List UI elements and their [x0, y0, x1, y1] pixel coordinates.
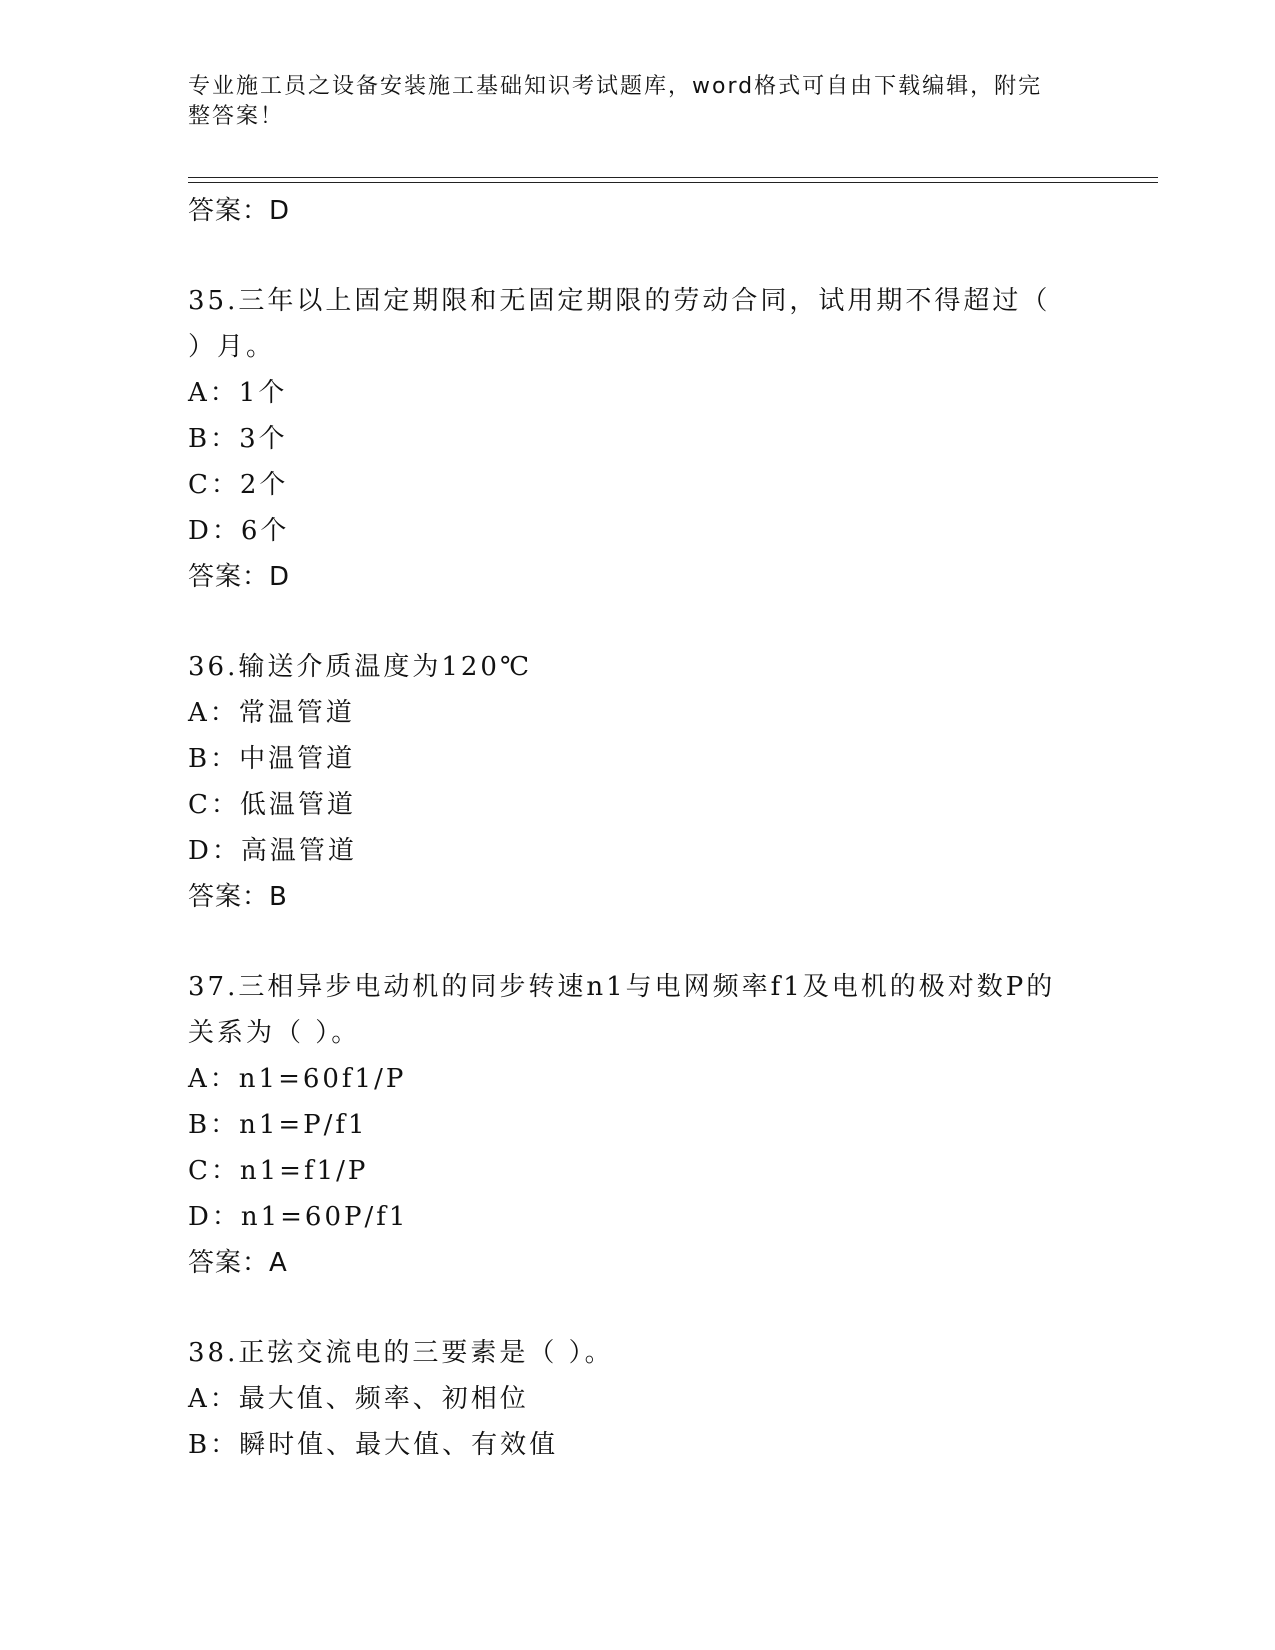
answer-line: 答案：D [188, 196, 291, 226]
header-line-2: 整答案！ [188, 104, 285, 129]
document-header [188, 72, 1078, 132]
question-text: 35.三年以上固定期限和无固定期限的劳动合同，试用期不得超过（ [188, 286, 1051, 316]
option-b: B：n1=P/f1 [188, 1110, 368, 1140]
option-c: C：n1=f1/P [188, 1156, 369, 1186]
option-a: A：n1=60f1/P [188, 1064, 407, 1094]
question-38 [188, 1330, 1088, 1468]
option-b: B：瞬时值、最大值、有效值 [188, 1430, 559, 1460]
answer-line: 答案：A [188, 1248, 288, 1278]
question-list [188, 188, 1088, 1468]
answer-line: 答案：D [188, 562, 291, 592]
option-a: A：常温管道 [188, 698, 355, 728]
question-text-continued: 关系为（ ）。 [188, 1018, 361, 1048]
header-divider-top [188, 177, 1158, 178]
question-text: 36.输送介质温度为120℃ [188, 652, 533, 682]
option-a: A：最大值、频率、初相位 [188, 1384, 529, 1414]
question-36 [188, 644, 1088, 920]
question-text: 38.正弦交流电的三要素是（ ）。 [188, 1338, 614, 1368]
option-d: D：6个 [188, 516, 290, 546]
question-35 [188, 278, 1088, 600]
answer-line: 答案：B [188, 882, 288, 912]
option-b: B：中温管道 [188, 744, 356, 774]
header-divider-bottom [188, 182, 1158, 183]
header-line-1: 专业施工员之设备安装施工基础知识考试题库，word格式可自由下载编辑，附完 [188, 74, 1043, 99]
option-d: D：高温管道 [188, 836, 357, 866]
option-c: C：低温管道 [188, 790, 356, 820]
question-text-continued: ）月。 [188, 332, 276, 362]
question-text: 37.三相异步电动机的同步转速n1与电网频率f1及电机的极对数P的 [188, 972, 1056, 1002]
question-37 [188, 964, 1088, 1286]
option-c: C：2个 [188, 470, 289, 500]
option-b: B：3个 [188, 424, 288, 454]
option-d: D：n1=60P/f1 [188, 1202, 409, 1232]
option-a: A：1个 [188, 378, 288, 408]
